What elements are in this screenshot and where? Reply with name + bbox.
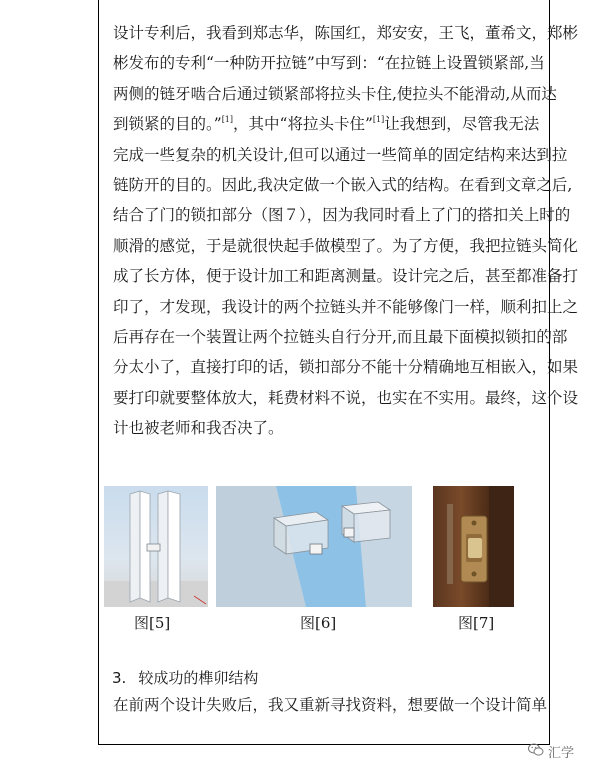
body-paragraph-2: 在前两个设计失败后，我又重新寻找资料，想要做一个设计简单 [113,696,548,714]
figure-6-image [216,486,412,607]
text-line: 两侧的链牙啮合后通过锁紧部将拉头卡住,使拉头不能滑动,从而达 [113,84,557,103]
text-line-with-citations [113,109,540,139]
text-line: 成了长方体，便于设计加工和距离测量。设计完之后，甚至都准备打 [113,267,579,286]
figure-5-image [104,486,208,607]
text-line: 要打印就要整体放大，耗费材料不说，也实在不实用。最终，这个设 [113,388,579,407]
figure-7-image [433,486,514,607]
section-title: 较成功的榫卯结构 [138,669,259,687]
text-segment: 到锁紧的目的。” [113,115,222,134]
text-segment: 让我想到，尽管我无法 [384,115,540,134]
wechat-icon [528,743,544,761]
text-line: 结合了门的锁扣部分（图７），因为我同时看上了门的搭扣关上时的 [113,206,571,225]
figure-6-caption: 图[6] [300,614,337,632]
text-line: 后再存在一个装置让两个拉链头自行分开,而且最下面模拟锁扣的部 [113,327,568,346]
text-line: 计也被老师和我否决了。 [113,419,284,438]
text-line: 彬发布的专利“一种防开拉链”中写到：“在拉链上设置锁紧部,当 [113,54,545,73]
text-segment: ，其中“将拉头卡住” [233,115,373,134]
text-line: 印了，才发现，我设计的两个拉链头并不能够像门一样，顺利扣上之 [113,297,579,316]
section-heading [112,667,258,688]
watermark-text: 汇学 [548,746,575,761]
body-paragraph-1 [113,18,579,443]
text-line: 设计专利后，我看到郑志华，陈国红，郑安安，王飞，董希文，郑彬 [113,24,579,42]
source-watermark [528,742,574,761]
text-line: 链防开的目的。因此,我决定做一个嵌入式的结构。在看到文章之后, [113,175,573,194]
figure-7-caption: 图[7] [458,614,495,632]
citation-ref: [1] [221,115,234,125]
text-line: 完成一些复杂的机关设计,但可以通过一些简单的固定结构来达到拉 [113,145,568,164]
figure-5-caption: 图[5] [134,614,171,632]
text-line: 顺滑的感觉，于是就很快起手做模型了。为了方便，我把拉链头简化 [113,236,579,255]
text-line: 分太小了，直接打印的话，锁扣部分不能十分精确地互相嵌入，如果 [113,358,579,377]
section-number: 3. [112,669,127,687]
citation-ref: [1] [372,115,385,125]
